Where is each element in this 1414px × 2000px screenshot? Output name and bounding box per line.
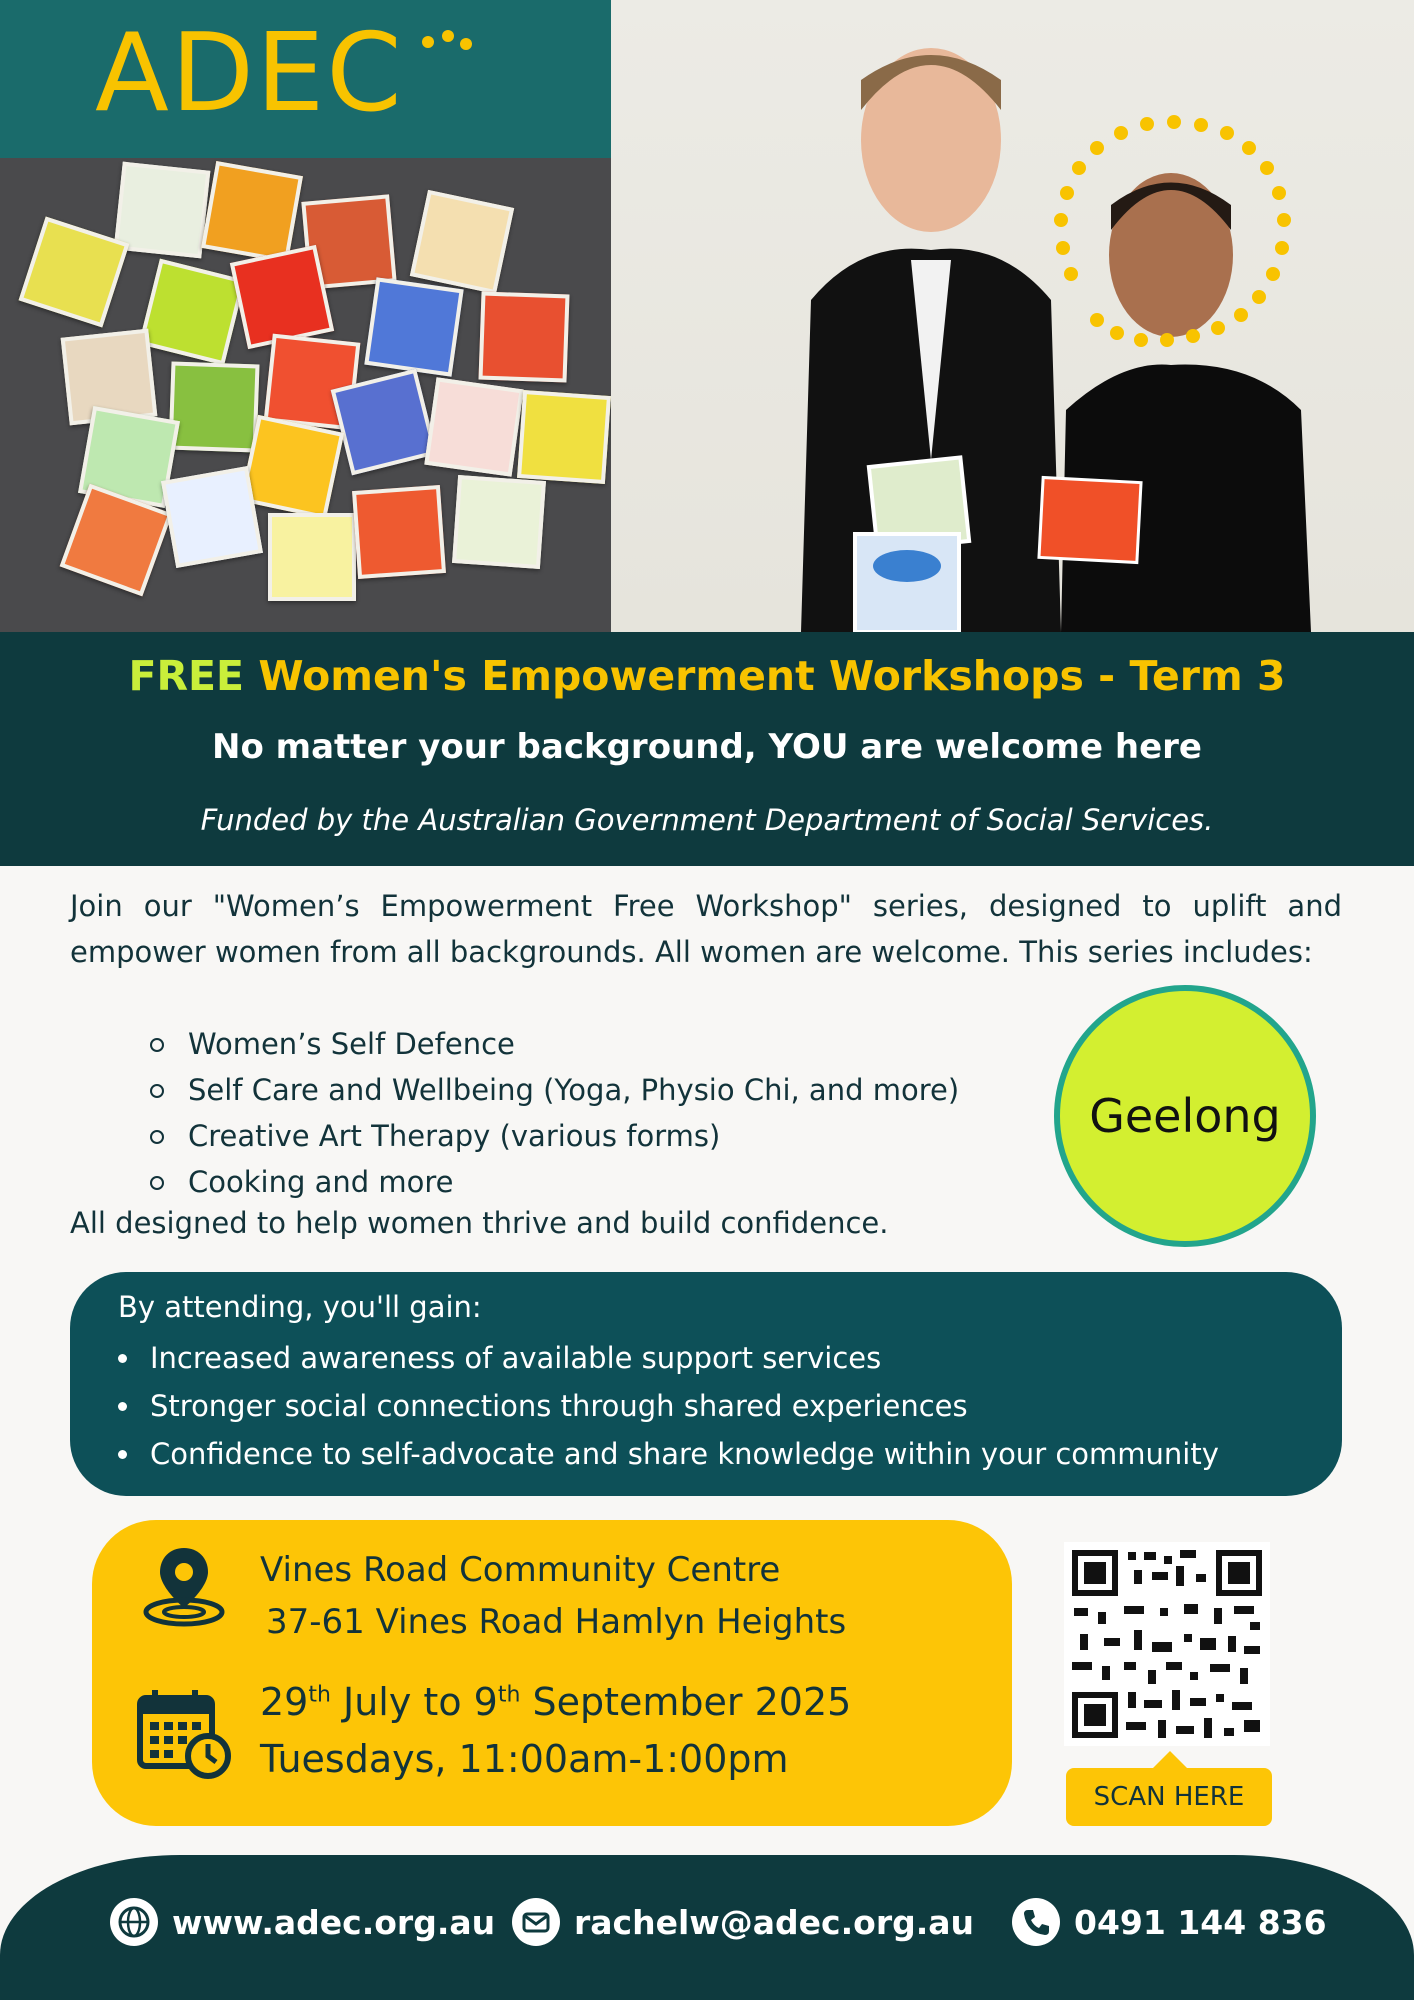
phone-link[interactable]: 0491 144 836 (1074, 1902, 1327, 1942)
start-day: 29 (260, 1680, 309, 1724)
intro-paragraph: Join our "Women’s Empowerment Free Workshop" series, designed to uplift and empower women from all backgrounds. All women are welcome. This series includes: (70, 889, 1342, 969)
mail-icon (512, 1898, 560, 1946)
art-tiles-photo (0, 158, 611, 632)
end-day: 9 (473, 1680, 498, 1724)
logo-dots-icon (418, 30, 478, 120)
list-item: Stronger social connections through shared experiences (118, 1382, 1219, 1430)
list-item: Confidence to self-advocate and share knowledge within your community (118, 1430, 1219, 1478)
event-times: Tuesdays, 11:00am-1:00pm (260, 1737, 789, 1781)
website-link[interactable]: www.adec.org.au (172, 1902, 496, 1942)
page-title (0, 652, 1414, 700)
scan-here-button[interactable]: SCAN HERE (1066, 1768, 1272, 1826)
title-free: FREE (128, 652, 245, 700)
closing-line: All designed to help women thrive and build confidence. (70, 1206, 889, 1240)
list-item: Self Care and Wellbeing (Yoga, Physio Chi, and more) (150, 1067, 959, 1113)
event-dates (260, 1680, 851, 1724)
list-item: Women’s Self Defence (150, 1021, 959, 1067)
start-month: July to (330, 1680, 474, 1724)
workshop-facilitators-photo (611, 0, 1414, 632)
start-suffix: th (308, 1682, 331, 1708)
benefits-title: By attending, you'll gain: (118, 1290, 482, 1324)
venue-address: 37-61 Vines Road Hamlyn Heights (266, 1602, 847, 1642)
qr-code[interactable] (1064, 1542, 1270, 1746)
calendar-clock-icon (136, 1688, 234, 1780)
funding-statement: Funded by the Australian Government Department of Social Services. (200, 803, 1214, 837)
footer-website[interactable] (110, 1898, 495, 1946)
title-main: Women's Empowerment Workshops - Term 3 (258, 652, 1286, 700)
phone-icon (1012, 1898, 1060, 1946)
scan-arrow (1152, 1751, 1188, 1769)
location-pin-icon (140, 1542, 228, 1630)
globe-icon (110, 1898, 158, 1946)
footer-phone[interactable] (1012, 1898, 1327, 1946)
facilitators-illustration (611, 0, 1414, 632)
location-badge-label: Geelong (1089, 1089, 1281, 1143)
list-item: Increased awareness of available support services (118, 1334, 1219, 1382)
benefits-list (118, 1334, 1219, 1478)
end-suffix: th (497, 1682, 521, 1708)
venue-name: Vines Road Community Centre (260, 1550, 781, 1590)
qr-code-image (1064, 1542, 1270, 1746)
page-subtitle: No matter your background, YOU are welcome here (212, 727, 1202, 767)
adec-logo: ADEC (95, 11, 404, 136)
email-link[interactable]: rachelw@adec.org.au (574, 1902, 975, 1942)
footer-email[interactable] (512, 1898, 974, 1946)
list-item: Creative Art Therapy (various forms) (150, 1113, 959, 1159)
location-badge (1054, 985, 1316, 1247)
end-month-year: September 2025 (520, 1680, 852, 1724)
series-list (150, 1021, 959, 1205)
list-item: Cooking and more (150, 1159, 959, 1205)
